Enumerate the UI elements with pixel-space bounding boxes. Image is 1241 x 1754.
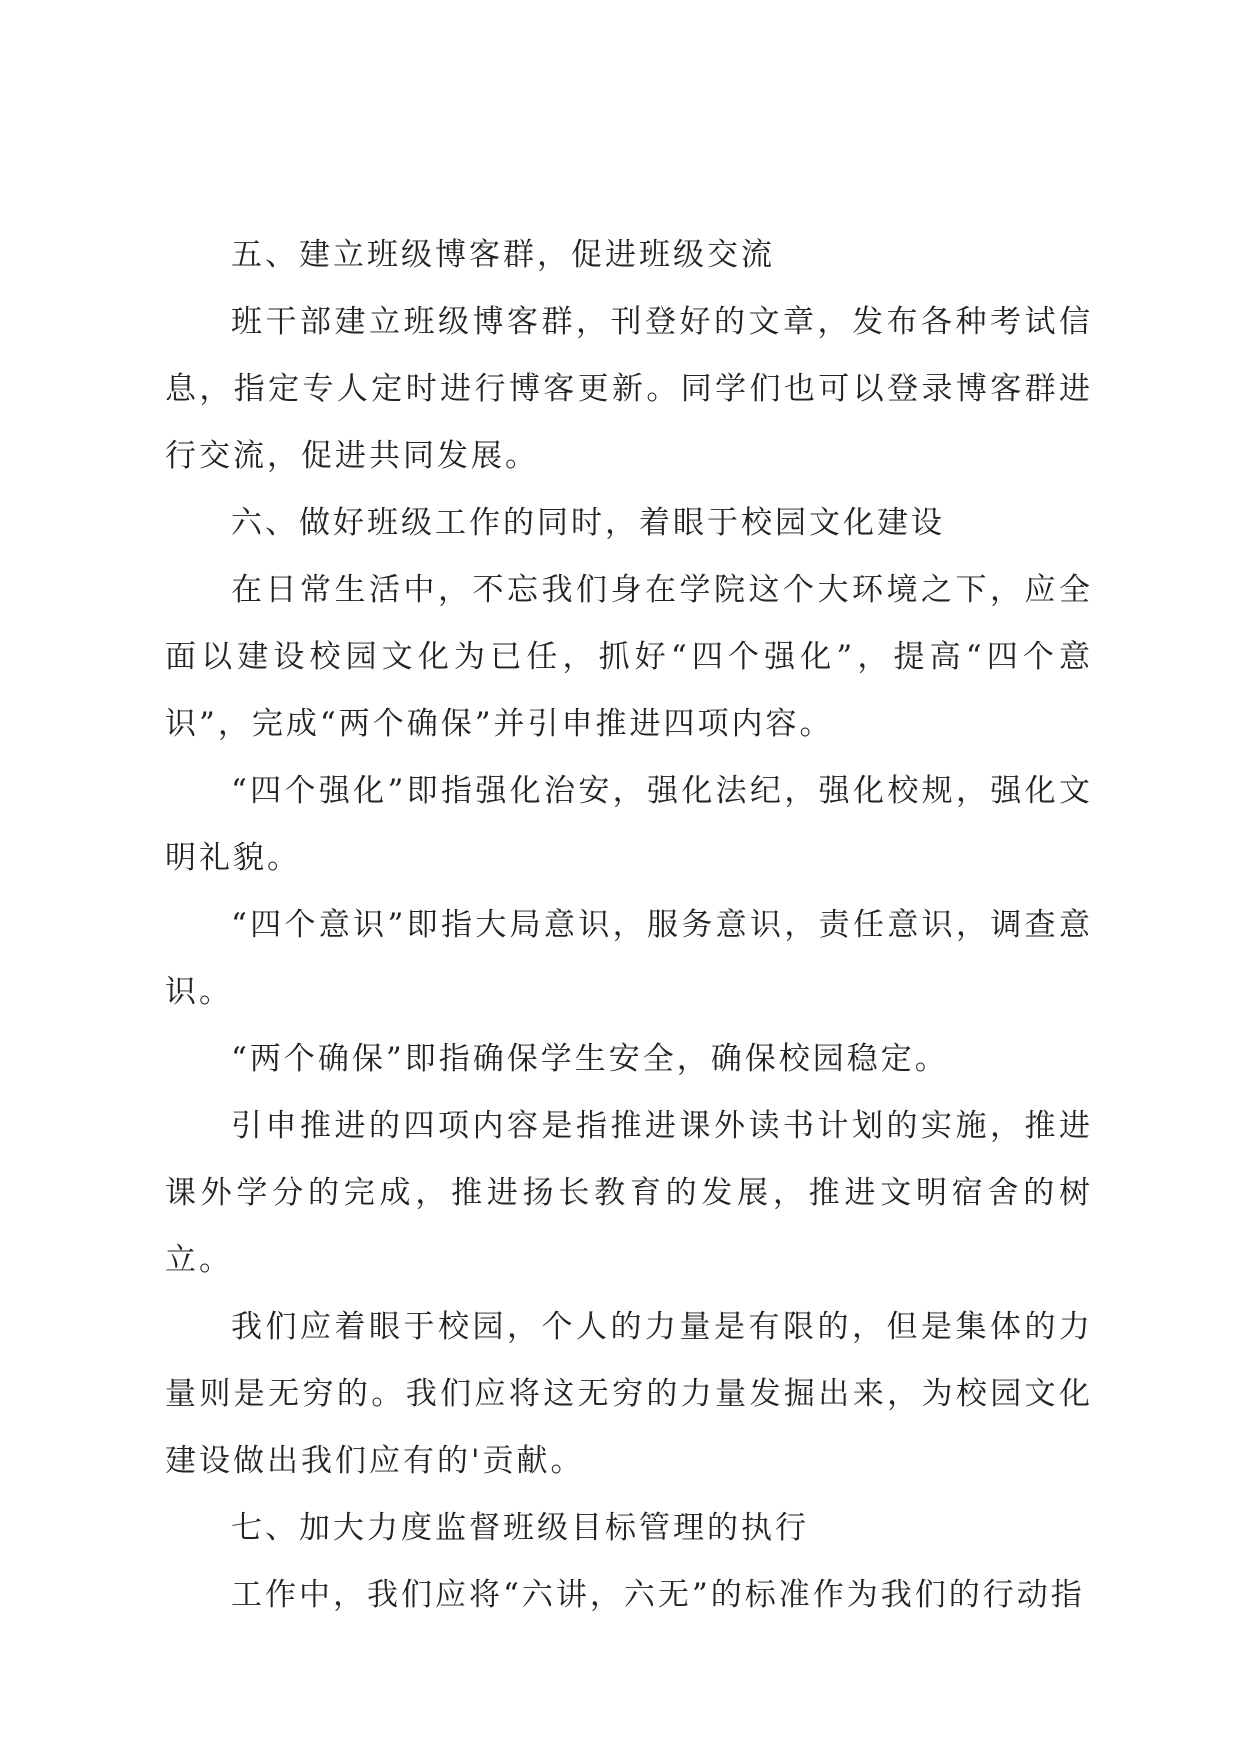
paragraph-campus-culture: 在日常生活中，不忘我们身在学院这个大环境之下，应全面以建设校园文化为已任，抓好“四个强化”，提高“四个意识”，完成“两个确保”并引申推进四项内容。 [165, 572, 1093, 742]
paragraph-four-awareness: “四个意识”即指大局意识，服务意识，责任意识，调查意识。 [165, 907, 1093, 1010]
paragraph-two-guarantees: “两个确保”即指确保学生安全，确保校园稳定。 [231, 1041, 949, 1077]
paragraph-four-contents: 引申推进的四项内容是指推进课外读书计划的实施，推进课外学分的完成，推进扬长教育的发展，推进文明宿舍的树立。 [165, 1108, 1093, 1278]
paragraph-four-strengthenings: “四个强化”即指强化治安，强化法纪，强化校规，强化文明礼貌。 [165, 773, 1093, 876]
paragraph-collective-power: 我们应着眼于校园，个人的力量是有限的，但是集体的力量则是无穷的。我们应将这无穷的力量发掘出来，为校园文化建设做出我们应有的'贡献。 [165, 1309, 1093, 1479]
paragraph-six-rules: 工作中，我们应将“六讲，六无”的标准作为我们的行动指 [231, 1577, 1085, 1613]
section-heading-7: 七、加大力度监督班级目标管理的执行 [231, 1510, 809, 1546]
document-body [165, 222, 1093, 1629]
paragraph-blog-group: 班干部建立班级博客群，刊登好的文章，发布各种考试信息，指定专人定时进行博客更新。同学们也可以登录博客群进行交流，促进共同发展。 [165, 304, 1093, 474]
section-heading-5: 五、建立班级博客群，促进班级交流 [231, 237, 775, 273]
section-heading-6: 六、做好班级工作的同时，着眼于校园文化建设 [231, 505, 945, 541]
